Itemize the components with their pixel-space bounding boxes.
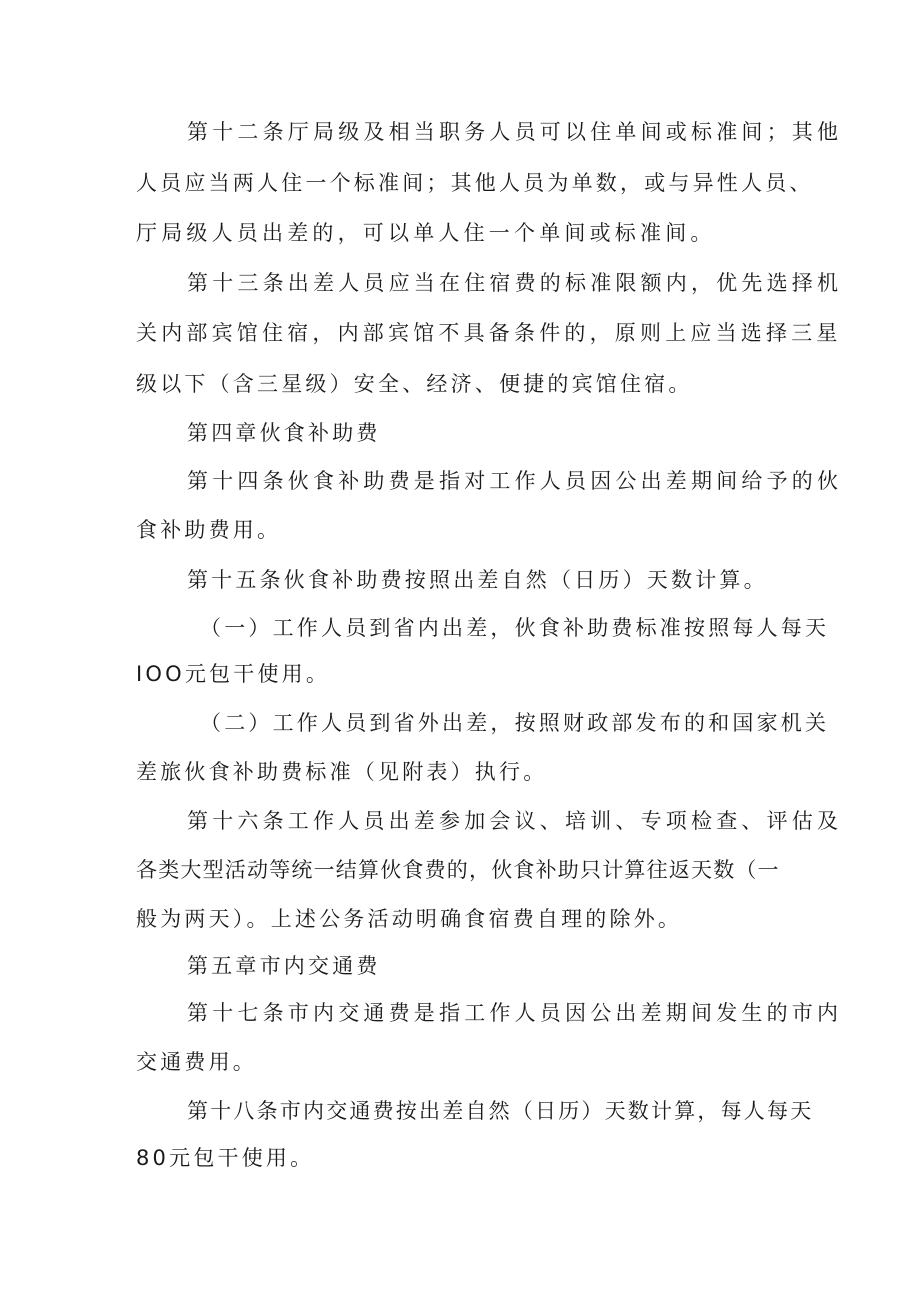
text-line: 第十七条市内交通费是指工作人员因公出差期间发生的市内	[187, 1001, 843, 1025]
text-line: 厅局级人员出差的，可以单人住一个单间或标准间。	[136, 221, 716, 245]
text-line: 第十六条工作人员出差参加会议、培训、专项检查、评估及	[187, 809, 843, 833]
text-line: 第十八条市内交通费按出差自然（日历）天数计算，每人每天	[187, 1099, 814, 1123]
text-line: 第十二条厅局级及相当职务人员可以住单间或标准间；其他	[187, 120, 843, 144]
text-line: 差旅伙食补助费标准（见附表）执行。	[136, 760, 548, 784]
text-line: 第十五条伙食补助费按照出差自然（日历）天数计算。	[187, 568, 768, 592]
text-line: 第十三条出差人员应当在住宿费的标准限额内，优先选择机	[187, 271, 843, 295]
text-line: 交通费用。	[136, 1050, 257, 1074]
text-line: （二）工作人员到省外出差，按照财政部发布的和国家机关	[200, 711, 830, 735]
text-line: 食补助费用。	[136, 518, 282, 542]
text-line: 第十四条伙食补助费是指对工作人员因公出差期间给予的伙	[187, 469, 843, 493]
text-line: 80元包干使用。	[136, 1146, 315, 1170]
text-line: 人员应当两人住一个标准间；其他人员为单数，或与异性人员、	[136, 171, 814, 195]
text-line: IOO元包干使用。	[136, 662, 331, 686]
text-line: 各类大型活动等统一结算伙食费的，伙食补助只计算往返天数（一	[136, 858, 780, 882]
text-line: 级以下（含三星级）安全、经济、便捷的宾馆住宿。	[136, 372, 693, 396]
text-line: 般为两天）。上述公务活动明确食宿费自理的除外。	[136, 907, 683, 931]
chapter-heading: 第四章伙食补助费	[187, 421, 381, 445]
text-line: （一）工作人员到省内出差，伙食补助费标准按照每人每天	[200, 616, 830, 640]
chapter-heading: 第五章市内交通费	[187, 954, 381, 978]
text-line: 关内部宾馆住宿，内部宾馆不具备条件的，原则上应当选择三星	[136, 321, 842, 345]
